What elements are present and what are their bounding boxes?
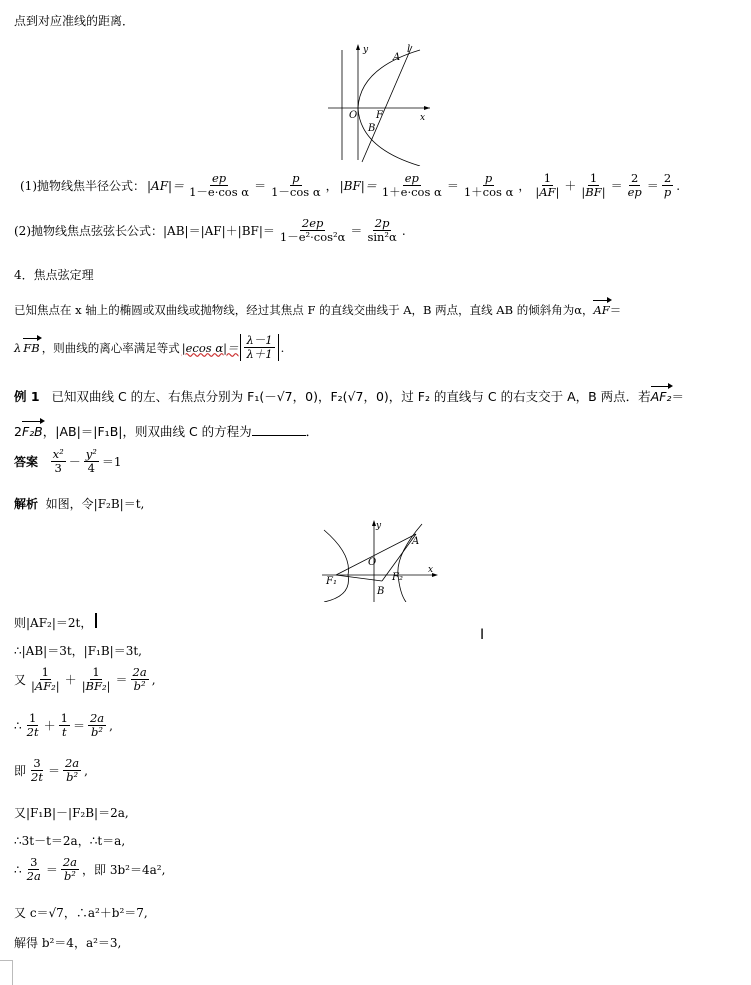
label-x: x [428, 565, 434, 575]
page-corner-marker [0, 960, 13, 985]
label-f2: F₂ [392, 572, 403, 583]
step-10: 解得 b²＝4，a²＝3, [14, 936, 122, 950]
step-3: 又 $\frac{1}{\text{|AF₂|}}$ ＋ $\frac{1}{\text{|BF₂|}}$ ＝ $\frac{2a}{\text{b²}}$ , [14, 665, 156, 693]
step-8: ∴ $\frac{3}{2a}$ ＝ $\frac{2a}{\text{b²}}$ ，即 3b²＝4a², [14, 855, 166, 883]
section-heading: 4．焦点弦定理 [14, 268, 94, 282]
text-cursor [95, 613, 97, 628]
theorem-line1: 已知焦点在 x 轴上的椭圆或双曲线或抛物线，经过其焦点 F 的直线交曲线于 A，B 两点，直线 AB 的倾斜角为α，AF＝ [14, 303, 622, 317]
label-l: l [407, 44, 411, 55]
example-line1: 例 1 已知双曲线 C 的左、右焦点分别为 F₁(－√7，0)，F₂(√7，0)，过 F₂ 的直线与 C 的右支交于 A，B 两点．若AF₂＝ [14, 389, 684, 404]
intro-line: 点到对应准线的距离． [14, 14, 135, 28]
label-a: A [393, 52, 401, 63]
theorem-line2: λ FB ，则曲线的离心率满足等式 |ecos α|＝ $\frac{\lambda-1}{\lambda+1}$ . [14, 333, 285, 361]
label-b: B [368, 123, 376, 134]
focal-chord-formula: (2)抛物线焦点弦弦长公式：|AB|＝|AF|＋|BF|＝ $\frac{2ep}{\text{1－e²·cos²α}}$ ＝ $\frac{2p}{\text{sin²α}}$ . [14, 216, 406, 244]
analysis-line: 解析 如图，令|F₂B|＝t, [14, 497, 145, 511]
step-4: ∴ $\frac{1}{2t}$ ＋ $\frac{1}{t}$ ＝ $\frac{2a}{\text{b²}}$ , [14, 711, 113, 739]
example-line2: 2F₂B，|AB|＝|F₁B|，则双曲线 C 的方程为 ． [14, 424, 319, 439]
label-x: x [420, 113, 426, 123]
label-a: A [412, 536, 420, 547]
focal-radius-formula: (1)抛物线焦半径公式： |AF|＝ $\frac{ep}{\text{1－e·cos α}}$ ＝ $\frac{p}{\text{1－cos α}}$ ， |BF|＝ $\frac{ep}{\text{1＋e·cos α}}$ ＝ $\frac{p}{\text{1＋cos α}}$ ， $\frac{1}{|AF|}$ ＋ $\frac{1}{|BF|}$ ＝ $\frac{2}{ep}$ ＝ $\frac{2}{p}$ . [20, 171, 681, 199]
answer-line: 答案 $\frac{\text{x²}}{3}$ － $\frac{\text{y²}}{4}$ ＝1 [14, 447, 122, 475]
hyperbola-left-branch [324, 530, 349, 602]
segment-f1b [336, 575, 382, 581]
label-o: O [349, 110, 358, 121]
label-b: B [377, 586, 385, 597]
label-y: y [363, 45, 369, 55]
step-2: ∴|AB|＝3t，|F₁B|＝3t, [14, 644, 142, 658]
label-f: F [376, 110, 383, 121]
hyperbola-figure [318, 518, 442, 602]
answer-blank [252, 423, 306, 436]
focal-chord [362, 46, 412, 162]
label-y: y [376, 521, 382, 531]
parabola-figure [320, 38, 435, 166]
step-7: ∴3t－t＝2a，∴t＝a, [14, 834, 126, 848]
step-5: 即 $\frac{3}{2t}$ ＝ $\frac{2a}{\text{b²}}$ , [14, 756, 88, 784]
label-f1: F₁ [326, 576, 337, 587]
label-o: O [368, 557, 377, 568]
step-1: 则|AF₂|＝2t， [14, 616, 93, 630]
ibeam-pointer-icon: I [480, 627, 485, 643]
step-9: 又 c＝√7，∴a²＋b²＝7, [14, 906, 148, 920]
segment-f1a [336, 534, 416, 575]
step-6: 又|F₁B|－|F₂B|＝2a, [14, 806, 129, 820]
